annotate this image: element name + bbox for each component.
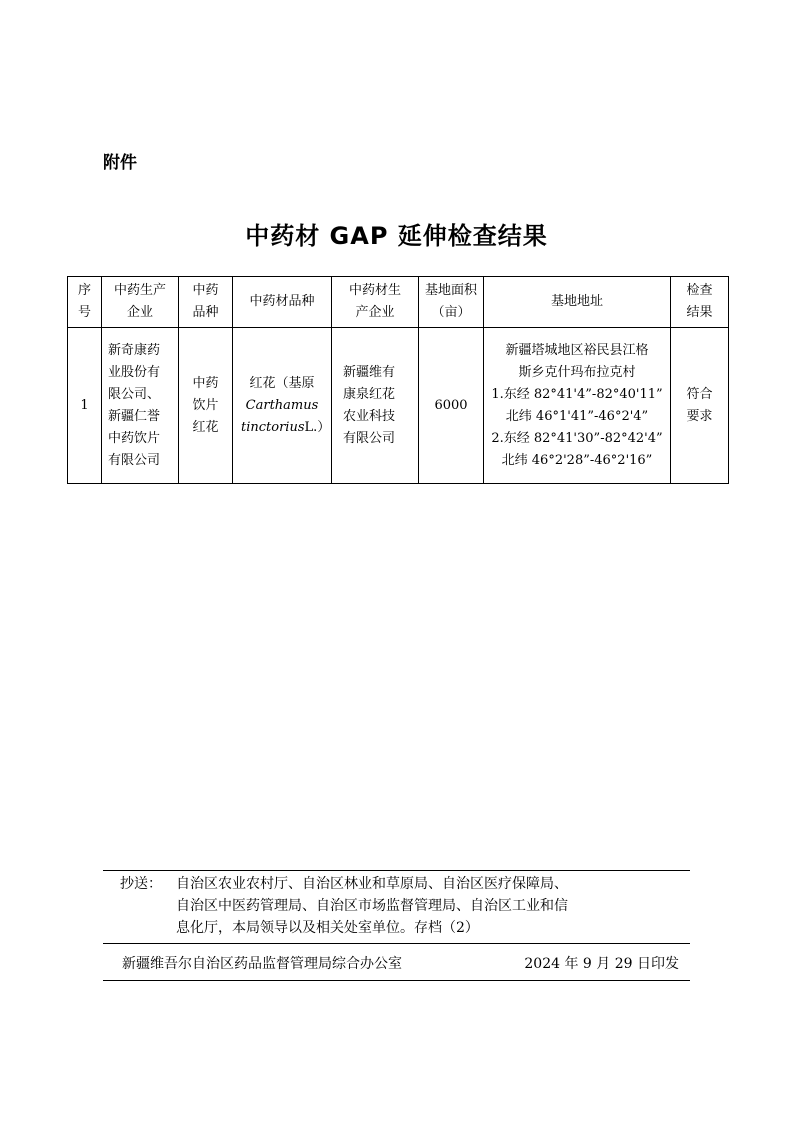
cell-product: 中药饮片红花	[179, 328, 233, 484]
address-line: 2.东经 82°41'30”-82°42'4”	[491, 430, 663, 446]
header-material-producer: 中药材生产企业	[332, 277, 419, 328]
cc-bottom-rule	[103, 980, 690, 981]
cc-label: 抄送：	[120, 876, 162, 892]
header-product: 中药品种	[179, 277, 233, 328]
inspection-result-table	[67, 276, 729, 484]
cell-result: 符合要求	[671, 328, 729, 484]
variety-author: L.）	[304, 419, 331, 435]
table-row	[68, 328, 729, 484]
cell-material-producer: 新疆维有康泉红花农业科技有限公司	[332, 328, 419, 484]
address-line: 新疆塔城地区裕民县江格	[505, 342, 649, 358]
cc-middle-rule	[103, 943, 690, 944]
variety-latin-name: Carthamus tinctorius	[241, 397, 319, 435]
header-variety: 中药材品种	[233, 277, 332, 328]
issue-date: 2024 年 9 月 29 日印发	[524, 956, 679, 972]
address-line: 1.东经 82°41'4”-82°40'11”	[491, 386, 663, 402]
cell-address	[484, 328, 671, 484]
header-area: 基地面积（亩）	[419, 277, 484, 328]
cc-line: 自治区农业农村厅、自治区林业和草原局、自治区医疗保障局、	[176, 876, 568, 892]
variety-name: 红花（基原	[249, 375, 315, 391]
cell-area: 6000	[419, 328, 484, 484]
document-title: 中药材 GAP 延伸检查结果	[245, 222, 548, 250]
issuer: 新疆维吾尔自治区药品监督管理局综合办公室	[122, 956, 402, 972]
address-line: 北纬 46°2'28”-46°2'16”	[501, 452, 653, 468]
header-address: 基地地址	[484, 277, 671, 328]
table-header-row	[68, 277, 729, 328]
cc-line: 息化厅，本局领导以及相关处室单位。存档（2）	[176, 920, 479, 936]
cc-top-rule	[103, 870, 690, 871]
header-producer: 中药生产企业	[102, 277, 179, 328]
cell-no: 1	[68, 328, 102, 484]
header-result: 检查结果	[671, 277, 729, 328]
cc-recipients	[176, 873, 690, 939]
attachment-label: 附件	[103, 153, 137, 173]
address-line: 斯乡克什玛布拉克村	[518, 364, 636, 380]
address-line: 北纬 46°1'41”-46°2'4”	[505, 408, 649, 424]
header-no: 序号	[68, 277, 102, 328]
cell-variety	[233, 328, 332, 484]
cell-producer: 新奇康药业股份有限公司、新疆仁誉中药饮片有限公司	[102, 328, 179, 484]
cc-line: 自治区中医药管理局、自治区市场监督管理局、自治区工业和信	[176, 898, 568, 914]
